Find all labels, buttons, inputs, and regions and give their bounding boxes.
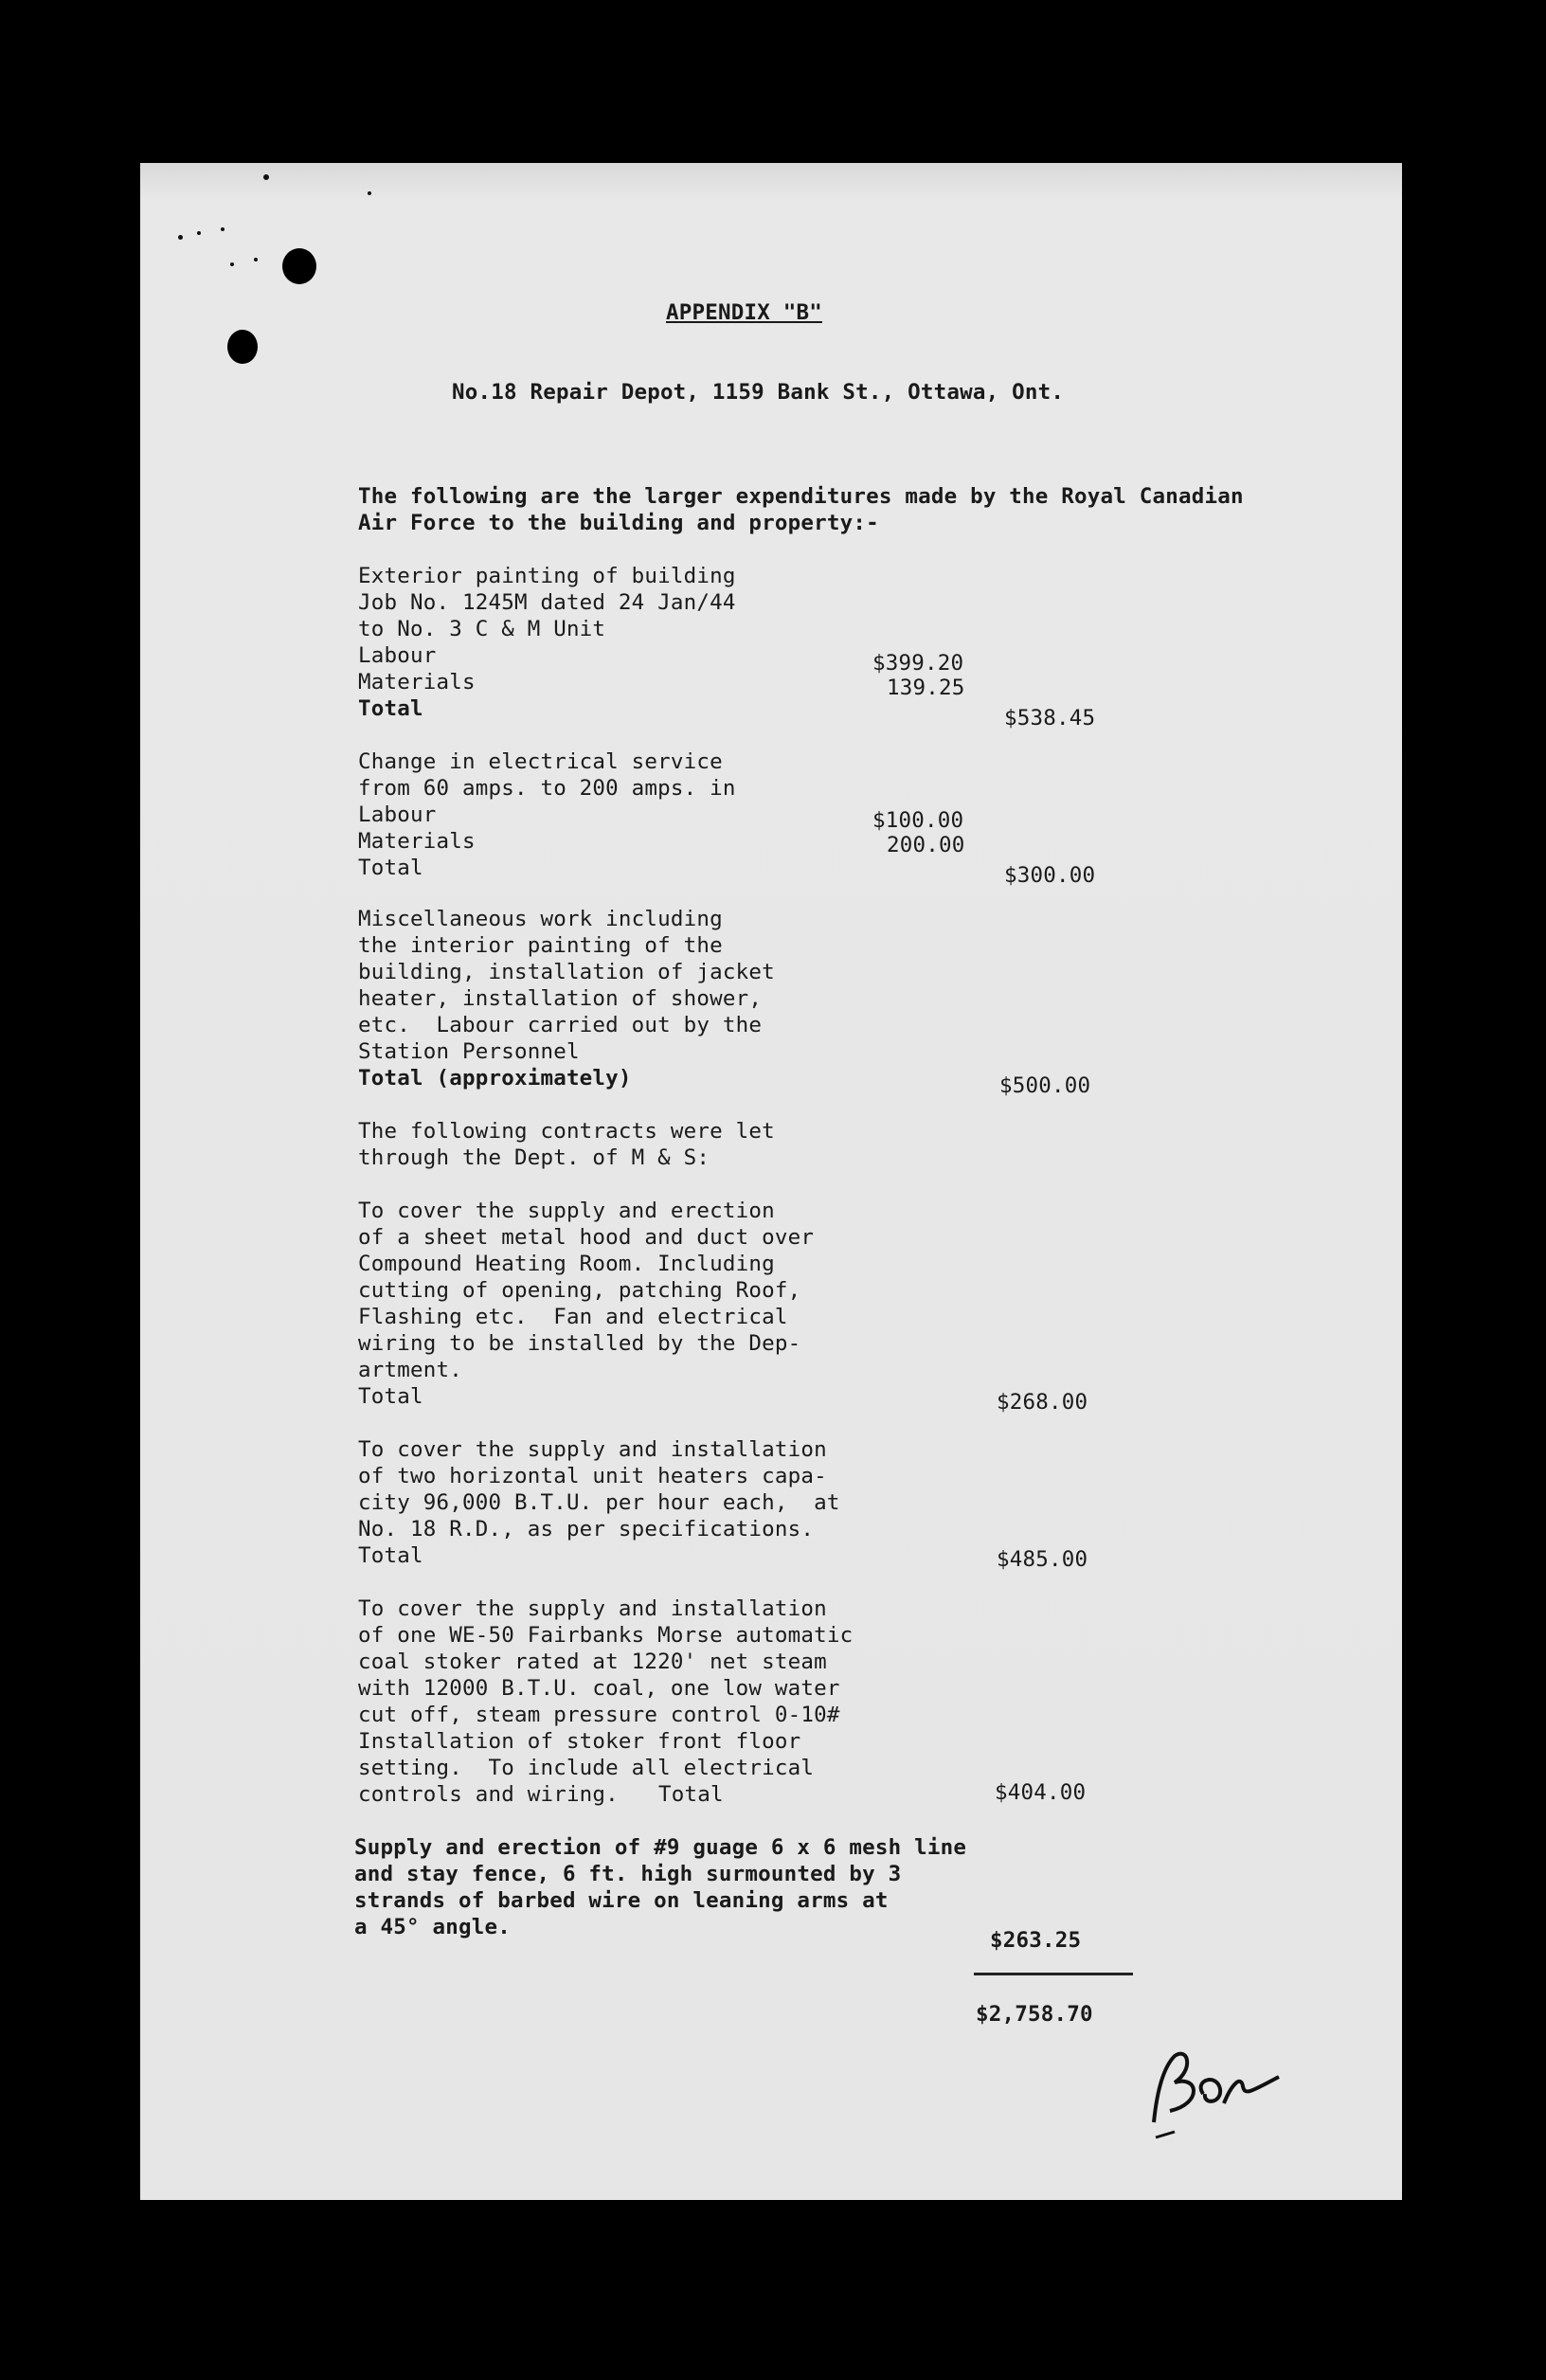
item-total: $500.00 bbox=[999, 1073, 1091, 1098]
speck bbox=[230, 262, 234, 266]
breakdown-amount: 200.00 bbox=[887, 833, 965, 857]
contract-text: cutting of opening, patching Roof, bbox=[358, 1278, 801, 1303]
item-total: $300.00 bbox=[1004, 863, 1096, 888]
contract-text: No. 18 R.D., as per specifications. bbox=[358, 1517, 815, 1542]
contract-total: $404.00 bbox=[995, 1780, 1087, 1805]
breakdown-label: Labour bbox=[358, 802, 437, 827]
appendix-title: APPENDIX "B" bbox=[666, 300, 822, 325]
item-text: Job No. 1245M dated 24 Jan/44 bbox=[358, 590, 736, 615]
contract-text: Flashing etc. Fan and electrical bbox=[358, 1305, 788, 1329]
location-line: No.18 Repair Depot, 1159 Bank St., Ottawa, Ont. bbox=[452, 380, 1065, 405]
contract-total: $268.00 bbox=[997, 1390, 1088, 1415]
item-total: $538.45 bbox=[1004, 706, 1096, 730]
item-text: Change in electrical service bbox=[358, 749, 723, 774]
contract-text: To cover the supply and installation bbox=[358, 1437, 827, 1462]
item-text: Miscellaneous work including bbox=[358, 907, 723, 931]
contract-text: city 96,000 B.T.U. per hour each, at bbox=[358, 1490, 840, 1515]
total-label: Total bbox=[658, 1782, 724, 1807]
item-text: etc. Labour carried out by the bbox=[358, 1013, 763, 1037]
breakdown-amount: 139.25 bbox=[887, 676, 965, 700]
contract-text: Compound Heating Room. Including bbox=[358, 1252, 775, 1276]
punch-hole bbox=[227, 330, 258, 364]
contract-text: setting. To include all electrical bbox=[358, 1756, 815, 1780]
item-text: Exterior painting of building bbox=[358, 564, 736, 588]
speck bbox=[178, 235, 183, 240]
punch-hole bbox=[282, 248, 316, 284]
item-text: building, installation of jacket bbox=[358, 960, 775, 984]
contract-text: of a sheet metal hood and duct over bbox=[358, 1225, 815, 1250]
grand-total: $2,758.70 bbox=[976, 2002, 1093, 2027]
breakdown-amount: $399.20 bbox=[872, 651, 964, 676]
contract-text: and stay fence, 6 ft. high surmounted by 3 bbox=[354, 1862, 902, 1886]
contracts-intro: through the Dept. of M & S: bbox=[358, 1145, 710, 1170]
contract-text: with 12000 B.T.U. coal, one low water bbox=[358, 1676, 840, 1701]
contract-text: coal stoker rated at 1220' net steam bbox=[358, 1650, 827, 1674]
contract-text: To cover the supply and erection bbox=[358, 1199, 775, 1223]
intro-line-1: The following are the larger expenditures made by the Royal Canadian bbox=[358, 484, 1244, 509]
item-text: heater, installation of shower, bbox=[358, 986, 763, 1011]
total-label: Total bbox=[358, 1543, 423, 1568]
contract-text: cut off, steam pressure control 0-10# bbox=[358, 1703, 840, 1727]
breakdown-label: Materials bbox=[358, 829, 476, 854]
contract-text: a 45° angle. bbox=[354, 1915, 511, 1939]
intro-line-2: Air Force to the building and property:- bbox=[358, 511, 879, 535]
contract-text: of one WE-50 Fairbanks Morse automatic bbox=[358, 1623, 854, 1648]
speck bbox=[254, 258, 258, 261]
contract-total: $263.25 bbox=[990, 1928, 1082, 1953]
item-text: from 60 amps. to 200 amps. in bbox=[358, 776, 736, 801]
speck bbox=[263, 174, 269, 180]
speck bbox=[368, 191, 371, 195]
contracts-intro: The following contracts were let bbox=[358, 1119, 775, 1144]
speck bbox=[197, 231, 201, 235]
contract-text: wiring to be installed by the Dep- bbox=[358, 1331, 801, 1356]
item-text: to No. 3 C & M Unit bbox=[358, 617, 606, 641]
contract-text: strands of barbed wire on leaning arms at bbox=[354, 1888, 889, 1913]
total-label: Total bbox=[358, 1384, 423, 1409]
item-text: the interior painting of the bbox=[358, 933, 723, 958]
total-label: Total (approximately) bbox=[358, 1066, 632, 1091]
contract-text: of two horizontal unit heaters capa- bbox=[358, 1464, 827, 1488]
contract-text: artment. bbox=[358, 1358, 462, 1382]
sum-rule bbox=[974, 1973, 1133, 1975]
speck bbox=[221, 227, 225, 231]
contract-text: Supply and erection of #9 guage 6 x 6 mesh line bbox=[354, 1835, 967, 1860]
total-label: Total bbox=[358, 856, 423, 880]
item-text: Station Personnel bbox=[358, 1039, 580, 1064]
contract-text: Installation of stoker front floor bbox=[358, 1729, 801, 1754]
breakdown-label: Materials bbox=[358, 670, 476, 694]
breakdown-amount: $100.00 bbox=[872, 808, 964, 833]
total-label: Total bbox=[358, 696, 423, 721]
handwritten-initials bbox=[1137, 2028, 1288, 2141]
contract-total: $485.00 bbox=[997, 1547, 1088, 1572]
breakdown-label: Labour bbox=[358, 643, 437, 668]
contract-text: controls and wiring. bbox=[358, 1782, 619, 1807]
contract-text: To cover the supply and installation bbox=[358, 1596, 827, 1621]
